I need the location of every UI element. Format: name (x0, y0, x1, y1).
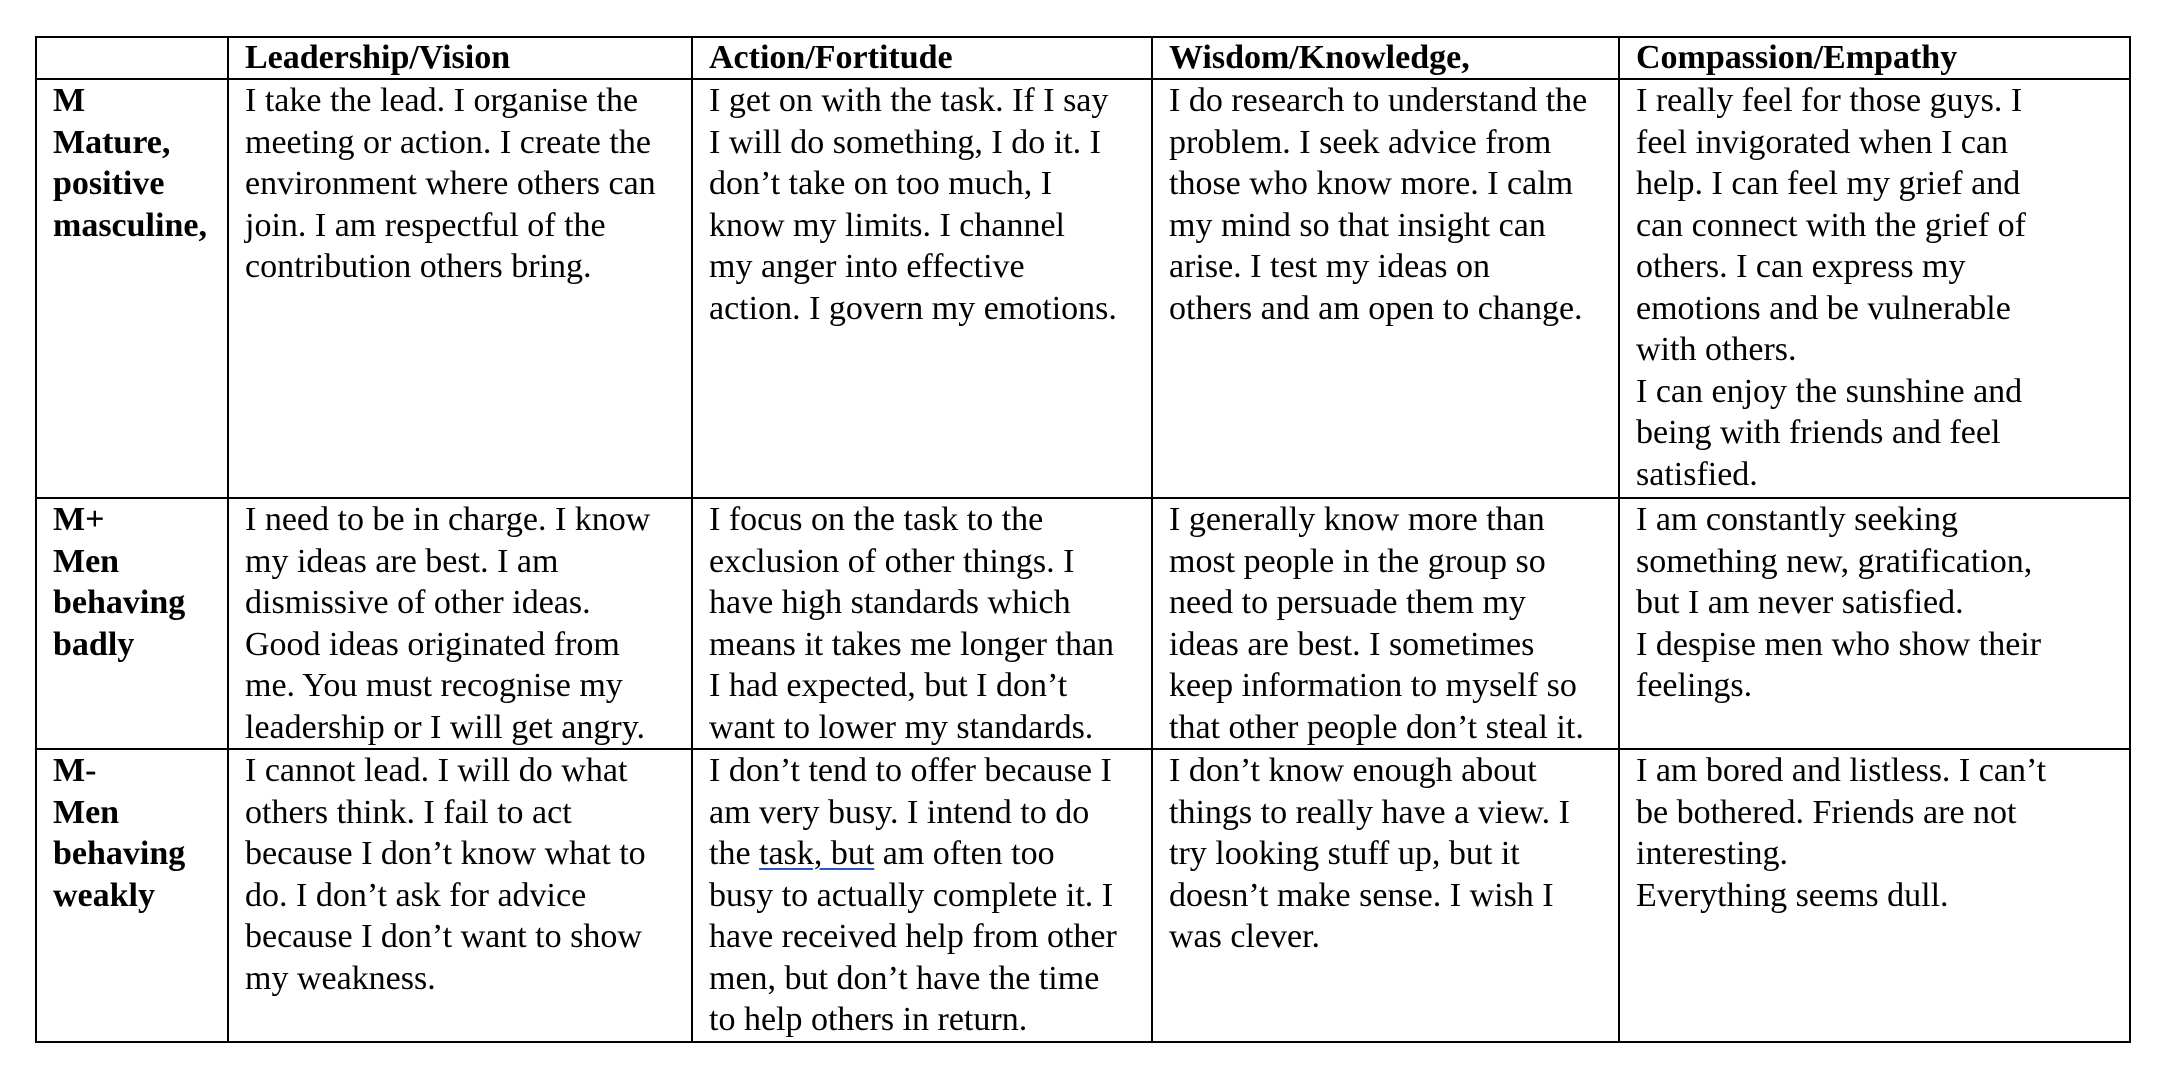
cell-line: most people in the group so (1169, 542, 1546, 580)
row-label-line: Men (53, 793, 120, 831)
cell-line: meeting or action. I create the (245, 123, 651, 161)
cell-line: keep information to myself so (1169, 667, 1577, 704)
cell-line: because I don’t know what to (245, 835, 646, 872)
cell-line: I focus on the task to the (709, 501, 1044, 538)
row-label-line: behaving (53, 835, 186, 872)
cell-line: I get on with the task. If I say (709, 82, 1109, 119)
cell-line: men, but don’t have the time (709, 959, 1100, 997)
cell-line: have received help from other (709, 918, 1117, 955)
row-label-line: masculine, (53, 206, 207, 244)
underlined-phrase: task, but (759, 835, 875, 872)
row-label-line: M (53, 82, 86, 119)
cell-line: busy to actually complete it. I (709, 876, 1114, 914)
cell-line: am very busy. I intend to do (709, 793, 1090, 831)
cell-line: to help others in return. (709, 1001, 1028, 1038)
cell-line: with others. (1636, 331, 1797, 368)
cell-line: have high standards which (709, 584, 1071, 621)
cell-line: Everything seems dull. (1636, 876, 1949, 914)
cell-line: I despise men who show their (1636, 625, 2042, 663)
row-label-line: Men (53, 542, 120, 580)
cell-line: help. I can feel my grief and (1636, 165, 2021, 202)
cell-line-underlined: the task, but am often too (709, 835, 1055, 872)
row-label-behaving-badly (36, 498, 228, 749)
cell-line: others. I can express my (1636, 248, 1966, 285)
cell-badly-leadership (228, 498, 692, 749)
row-label-line: behaving (53, 584, 186, 621)
cell-line: leadership or I will get angry. (245, 708, 645, 746)
row-label-mature (36, 79, 228, 498)
table-row-behaving-badly (36, 498, 2130, 749)
cell-line: I do research to understand the (1169, 82, 1588, 119)
cell-line: feel invigorated when I can (1636, 123, 2008, 161)
cell-line: things to really have a view. I (1169, 793, 1570, 831)
cell-line: those who know more. I calm (1169, 165, 1574, 202)
cell-line: action. I govern my emotions. (709, 289, 1117, 327)
cell-line: but I am never satisfied. (1636, 584, 1964, 621)
row-label-line: weakly (53, 876, 155, 914)
cell-line: because I don’t want to show (245, 918, 642, 955)
cell-weakly-leadership (228, 749, 692, 1042)
cell-line: be bothered. Friends are not (1636, 793, 2017, 831)
cell-line: can connect with the grief of (1636, 206, 2026, 244)
cell-line: me. You must recognise my (245, 667, 623, 704)
cell-mature-wisdom (1152, 79, 1619, 498)
cell-line: was clever. (1169, 918, 1321, 955)
cell-mature-action (692, 79, 1152, 498)
cell-line: I am constantly seeking (1636, 501, 1958, 538)
row-label-line: badly (53, 625, 135, 663)
cell-weakly-wisdom (1152, 749, 1619, 1042)
cell-line: that other people don’t steal it. (1169, 708, 1584, 746)
cell-line: I generally know more than (1169, 501, 1545, 538)
header-action-fortitude: Action/Fortitude (692, 37, 1152, 79)
cell-mature-leadership (228, 79, 692, 498)
cell-line: environment where others can (245, 165, 656, 202)
cell-line: interesting. (1636, 835, 1789, 872)
cell-line: my weakness. (245, 959, 436, 997)
cell-line: do. I don’t ask for advice (245, 876, 587, 914)
cell-line: my ideas are best. I am (245, 542, 559, 580)
cell-line: join. I am respectful of the (245, 206, 606, 244)
row-label-line: M+ (53, 501, 105, 538)
cell-line: I cannot lead. I will do what (245, 752, 628, 789)
cell-line: I will do something, I do it. I (709, 123, 1101, 161)
cell-line: I had expected, but I don’t (709, 667, 1068, 704)
cell-weakly-action (692, 749, 1152, 1042)
cell-line: ideas are best. I sometimes (1169, 625, 1535, 663)
cell-line: others think. I fail to act (245, 793, 572, 831)
cell-line: means it takes me longer than (709, 625, 1115, 663)
cell-line: I need to be in charge. I know (245, 501, 651, 538)
row-label-behaving-weakly (36, 749, 228, 1042)
cell-line: something new, gratification, (1636, 542, 2033, 580)
cell-line: others and am open to change. (1169, 289, 1583, 327)
cell-badly-action (692, 498, 1152, 749)
row-label-line: positive (53, 165, 165, 202)
cell-line: try looking stuff up, but it (1169, 835, 1520, 872)
cell-line: I really feel for those guys. I (1636, 82, 2023, 119)
header-row (36, 37, 2130, 79)
row-label-line: M- (53, 752, 97, 789)
header-leadership-vision: Leadership/Vision (228, 37, 692, 79)
cell-line: I take the lead. I organise the (245, 82, 639, 119)
header-corner (36, 37, 228, 79)
cell-line: know my limits. I channel (709, 206, 1066, 244)
cell-line: need to persuade them my (1169, 584, 1526, 621)
cell-line: exclusion of other things. I (709, 542, 1075, 580)
cell-line: problem. I seek advice from (1169, 123, 1552, 161)
cell-weakly-compassion (1619, 749, 2130, 1042)
cell-line: feelings. (1636, 667, 1753, 704)
cell-line: I can enjoy the sunshine and (1636, 372, 2023, 410)
row-label-line: Mature, (53, 123, 171, 161)
cell-line: Good ideas originated from (245, 625, 620, 663)
header-wisdom-knowledge: Wisdom/Knowledge, (1152, 37, 1619, 79)
cell-line: being with friends and feel (1636, 414, 2001, 451)
table-row-behaving-weakly (36, 749, 2130, 1042)
cell-line: my anger into effective (709, 248, 1025, 285)
cell-line: want to lower my standards. (709, 708, 1094, 746)
cell-line: arise. I test my ideas on (1169, 248, 1491, 285)
cell-line: I don’t tend to offer because I (709, 752, 1112, 789)
cell-line: emotions and be vulnerable (1636, 289, 2011, 327)
cell-badly-wisdom (1152, 498, 1619, 749)
cell-line: I am bored and listless. I can’t (1636, 752, 2047, 789)
header-compassion-empathy: Compassion/Empathy (1619, 37, 2130, 79)
cell-line: doesn’t make sense. I wish I (1169, 876, 1554, 914)
qualities-table (35, 36, 2131, 1043)
cell-badly-compassion (1619, 498, 2130, 749)
table-row-mature (36, 79, 2130, 498)
cell-line: I don’t know enough about (1169, 752, 1537, 789)
cell-line: my mind so that insight can (1169, 206, 1546, 244)
cell-line: contribution others bring. (245, 248, 592, 285)
cell-line: satisfied. (1636, 455, 1758, 493)
cell-mature-compassion (1619, 79, 2130, 498)
cell-line: don’t take on too much, I (709, 165, 1053, 202)
cell-line: dismissive of other ideas. (245, 584, 591, 621)
